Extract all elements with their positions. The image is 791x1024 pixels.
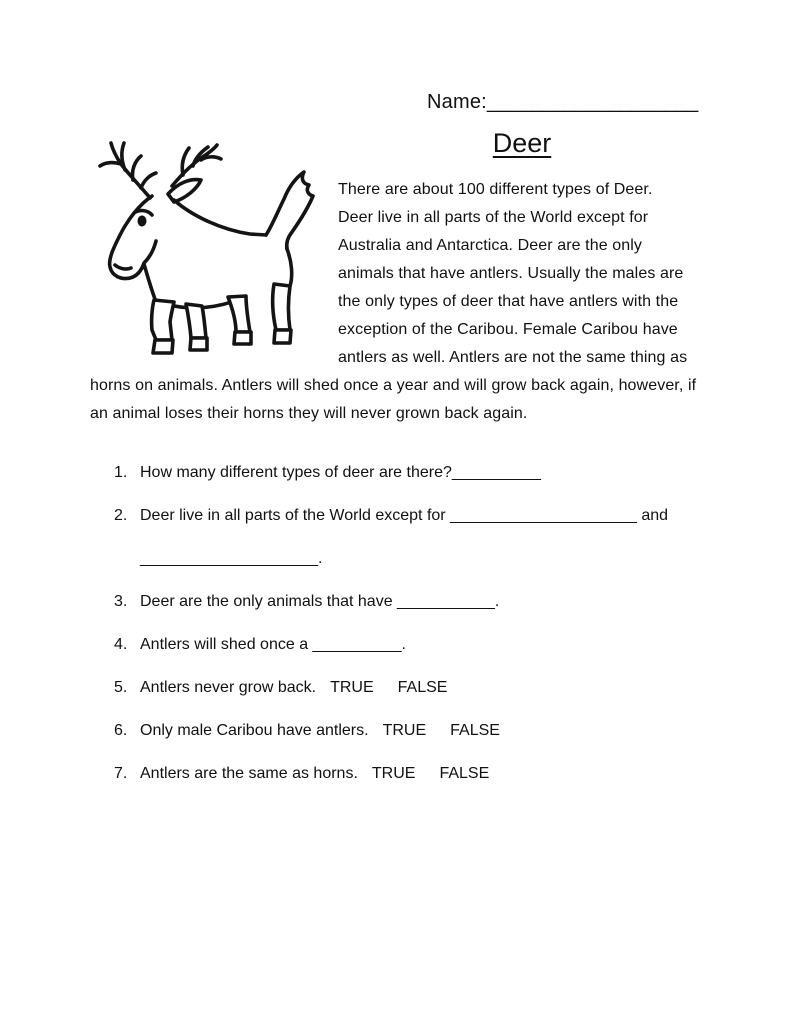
deer-eye: [134, 211, 152, 215]
true-option: TRUE: [382, 722, 427, 739]
question-blank-line: ____________________.: [140, 550, 323, 567]
question-3: [114, 591, 706, 613]
question-7: [114, 763, 706, 785]
question-6: [114, 720, 706, 742]
deer-illustration: [94, 134, 326, 362]
true-option: TRUE: [330, 679, 374, 696]
true-option: TRUE: [371, 765, 416, 782]
intro-line: There are about 100 different types of Deer.: [338, 181, 653, 198]
question-number: 7.: [114, 765, 128, 782]
intro-line: animals that have antlers. Usually the males are: [338, 265, 684, 282]
question-text: Antlers never grow back.: [140, 679, 317, 696]
intro-line: exception of the Caribou. Female Caribou have: [338, 321, 678, 338]
intro-line: Australia and Antarctica. Deer are the only: [338, 237, 643, 254]
question-2: [114, 505, 706, 527]
deer-hoof: [153, 340, 173, 353]
false-option: FALSE: [397, 679, 448, 696]
intro-line: an animal loses their horns they will never grown back again.: [90, 405, 528, 422]
intro-line: horns on animals. Antlers will shed once a year and will grow back again, however, if: [90, 377, 697, 394]
question-2-continued: [114, 548, 706, 570]
question-number: 6.: [114, 722, 128, 739]
page-title: Deer: [492, 128, 552, 158]
name-label: Name:: [427, 91, 487, 113]
false-option: FALSE: [450, 722, 500, 739]
question-number: 1.: [114, 464, 128, 481]
question-4: [114, 634, 706, 656]
question-1: [114, 462, 706, 484]
deer-back: [174, 200, 266, 235]
question-text: Deer live in all parts of the World except for _____________________ and: [140, 507, 669, 524]
intro-section: [90, 126, 706, 428]
intro-line: Deer live in all parts of the World except for: [338, 209, 649, 226]
question-number: 2.: [114, 507, 128, 524]
deer-antler-left: [111, 143, 150, 198]
question-number: 4.: [114, 636, 128, 653]
intro-line: antlers as well. Antlers are not the same thing as: [338, 349, 688, 366]
false-option: FALSE: [439, 765, 490, 782]
question-text: Antlers are the same as horns.: [140, 765, 358, 782]
deer-front-leg: [152, 300, 174, 340]
questions-section: [90, 462, 706, 785]
question-number: 3.: [114, 593, 128, 610]
intro-line: the only types of deer that have antlers with the: [338, 293, 679, 310]
deer-tail: [266, 172, 313, 249]
name-line: [427, 90, 706, 114]
question-text: Deer are the only animals that have ___________.: [140, 593, 500, 610]
question-text: Only male Caribou have antlers.: [140, 722, 369, 739]
question-text: Antlers will shed once a __________.: [140, 636, 406, 653]
question-5: [114, 677, 706, 699]
question-text: How many different types of deer are there?__________: [140, 464, 541, 481]
question-number: 5.: [114, 679, 128, 696]
name-blank: ___________________: [486, 91, 699, 113]
